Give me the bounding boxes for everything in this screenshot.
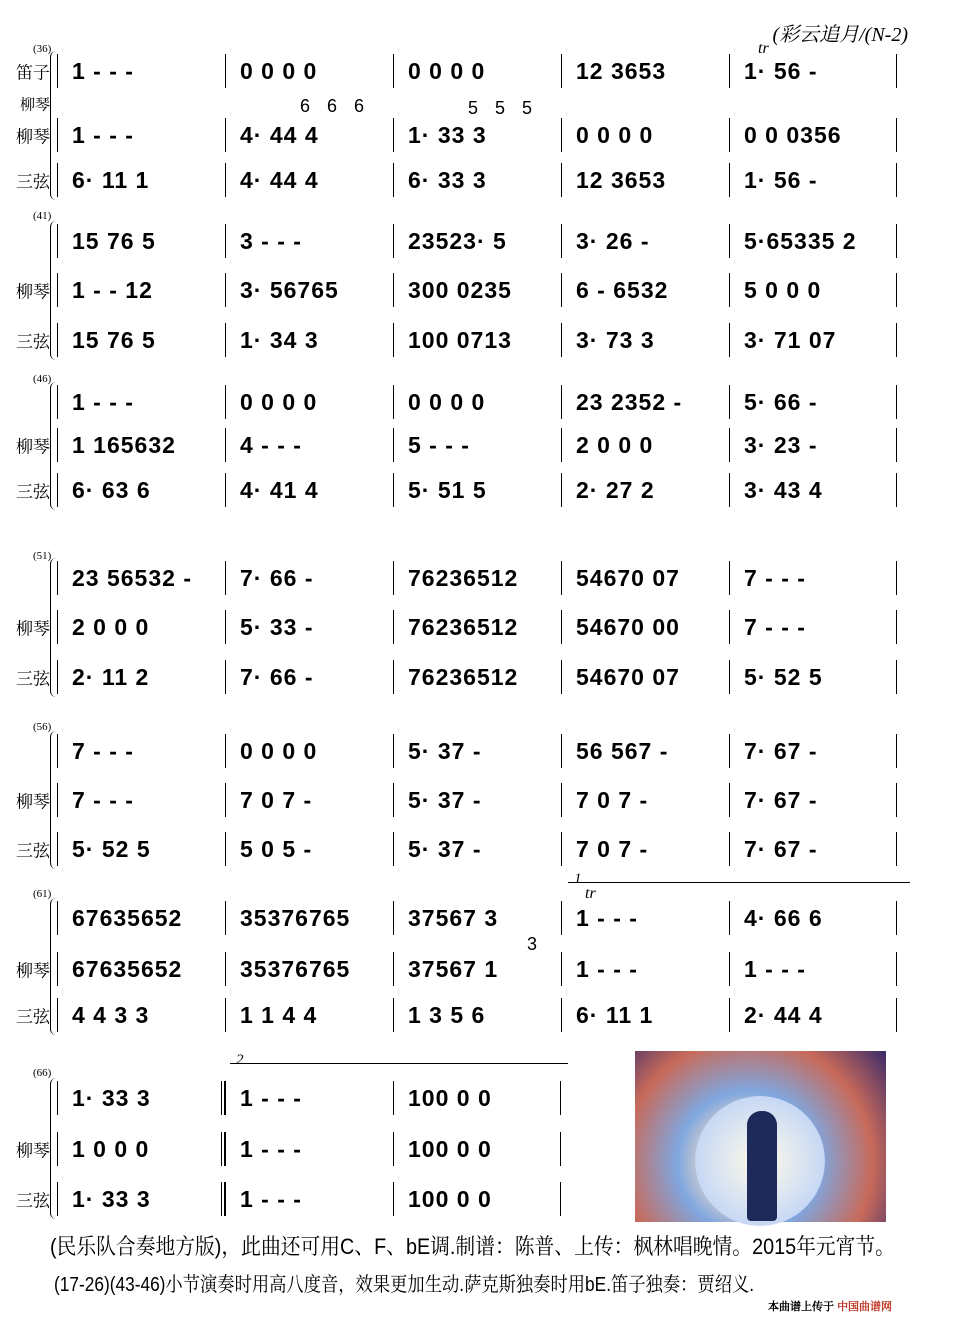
measure: 5 0 0 0 <box>729 273 897 307</box>
staff-row <box>57 323 897 357</box>
measure: 3 - - - <box>225 224 393 258</box>
instrument-label: 三弦 <box>16 841 50 861</box>
measure: 1· 33 3 <box>57 1081 225 1115</box>
measure: 37567 3 <box>393 901 561 935</box>
measure: 4· 66 6 <box>729 901 897 935</box>
staff-row <box>57 1081 561 1115</box>
staff-row <box>57 734 897 768</box>
measure: 5· 37 - <box>393 734 561 768</box>
credit-prefix: 本曲谱上传于 <box>768 1301 834 1313</box>
upload-credit <box>768 1298 892 1314</box>
measure: 0 0 0 0 <box>393 54 561 88</box>
measure-number: (66) <box>33 1067 52 1079</box>
instrument-label: 柳琴 <box>16 619 50 639</box>
instrument-label: 柳琴 <box>16 1141 50 1161</box>
staff-row <box>57 998 897 1032</box>
measure: 6· 11 1 <box>561 998 729 1032</box>
instrument-label: 柳琴 <box>19 96 50 114</box>
measure: 35376765 <box>225 952 393 986</box>
staff-row <box>57 1132 561 1166</box>
instrument-label: 柳琴 <box>16 127 50 147</box>
instrument-label: 三弦 <box>16 669 50 689</box>
chord-notes: 6 6 6 <box>300 96 371 116</box>
measure: 7· 67 - <box>729 832 897 866</box>
measure: 2 0 0 0 <box>561 428 729 462</box>
measure: 3· 56765 <box>225 273 393 307</box>
measure: 100 0 0 <box>393 1081 561 1115</box>
chord-notes: 5 5 5 <box>468 98 539 118</box>
footer-note-2: (17-26)(43-46)小节演奏时用高八度音，效果更加生动.萨克斯独奏时用bE.笛子独奏：贾绍义. <box>54 1274 755 1296</box>
footer-note-1: (民乐队合奏地方版)，此曲还可用C、F、bE调.制谱：陈普、上传：枫林唱晚情。2015年元宵节。 <box>50 1234 895 1259</box>
staff-row <box>57 224 897 258</box>
measure: 67635652 <box>57 901 225 935</box>
measure: 76236512 <box>393 610 561 644</box>
volta-bracket <box>230 1052 568 1074</box>
measure: 2 0 0 0 <box>57 610 225 644</box>
system-brace <box>50 51 56 200</box>
system-brace <box>50 221 56 360</box>
instrument-label: 三弦 <box>16 1191 50 1211</box>
instrument-label: 三弦 <box>16 172 50 192</box>
measure: 0 0 0 0 <box>225 385 393 419</box>
measure: 1 - - - <box>225 1182 393 1216</box>
measure: 1 - - - <box>561 901 729 935</box>
volta-bracket <box>568 871 910 893</box>
measure: 4 4 3 3 <box>57 998 225 1032</box>
measure: 3· 71 07 <box>729 323 897 357</box>
measure: 0 0 0 0 <box>225 54 393 88</box>
score-title: (彩云追月/(N-2) <box>772 24 908 46</box>
staff-row <box>57 473 897 507</box>
measure: 54670 00 <box>561 610 729 644</box>
measure: 67635652 <box>57 952 225 986</box>
measure: 2· 44 4 <box>729 998 897 1032</box>
credit-site-logo[interactable]: 中国曲谱网 <box>837 1301 893 1313</box>
instrument-label: 柳琴 <box>16 437 50 457</box>
measure: 5 0 5 - <box>225 832 393 866</box>
measure: 300 0235 <box>393 273 561 307</box>
measure: 1· 56 - <box>729 163 897 197</box>
trill-mark: tr <box>585 885 596 902</box>
measure: 1· 56 - <box>729 54 897 88</box>
measure: 5 - - - <box>393 428 561 462</box>
measure: 15 76 5 <box>57 323 225 357</box>
measure: 100 0713 <box>393 323 561 357</box>
measure: 6· 63 6 <box>57 473 225 507</box>
volta-number: 1 <box>574 871 582 887</box>
measure: 23 56532 - <box>57 561 225 595</box>
measure: 1 - - - <box>729 952 897 986</box>
trill-mark: tr <box>758 40 769 57</box>
measure: 23523· 5 <box>393 224 561 258</box>
instrument-label: 柳琴 <box>16 282 50 302</box>
staff-row <box>57 610 897 644</box>
staff-row <box>57 1182 561 1216</box>
measure: 56 567 - <box>561 734 729 768</box>
measure: 5· 66 - <box>729 385 897 419</box>
measure: 7 0 7 - <box>561 832 729 866</box>
measure: 3· 26 - <box>561 224 729 258</box>
measure: 0 0 0 0 <box>393 385 561 419</box>
measure: 76236512 <box>393 660 561 694</box>
measure: 3· 73 3 <box>561 323 729 357</box>
instrument-label: 三弦 <box>16 482 50 502</box>
measure-number: (56) <box>33 721 52 733</box>
measure: 4 - - - <box>225 428 393 462</box>
measure-number: (61) <box>33 888 52 900</box>
measure: 100 0 0 <box>393 1182 561 1216</box>
measure: 1 0 0 0 <box>57 1132 225 1166</box>
measure: 1 - - 12 <box>57 273 225 307</box>
measure: 2· 27 2 <box>561 473 729 507</box>
measure: 1 3 5 6 <box>393 998 561 1032</box>
chord-notes: 3 <box>527 934 544 954</box>
measure-number: (46) <box>33 373 52 385</box>
measure: 5· 52 5 <box>57 832 225 866</box>
measure: 4· 44 4 <box>225 118 393 152</box>
system-brace <box>50 558 56 697</box>
measure: 7 - - - <box>729 561 897 595</box>
measure: 4· 41 4 <box>225 473 393 507</box>
measure: 1 - - - <box>57 54 225 88</box>
measure: 1 - - - <box>57 385 225 419</box>
measure: 7 - - - <box>57 734 225 768</box>
measure: 54670 07 <box>561 561 729 595</box>
measure: 1 - - - <box>225 1081 393 1115</box>
instrument-label: 柳琴 <box>16 792 50 812</box>
staff-row <box>57 385 897 419</box>
measure: 0 0 0 0 <box>225 734 393 768</box>
volta-number: 2 <box>236 1052 244 1068</box>
measure: 54670 07 <box>561 660 729 694</box>
measure: 4· 44 4 <box>225 163 393 197</box>
staff-row <box>57 783 897 817</box>
measure: 7 0 7 - <box>225 783 393 817</box>
measure: 12 3653 <box>561 163 729 197</box>
system-brace <box>50 1078 56 1219</box>
measure: 7· 67 - <box>729 734 897 768</box>
measure: 7 - - - <box>57 783 225 817</box>
instrument-label: 笛子 <box>16 63 50 83</box>
measure: 1 - - - <box>225 1132 393 1166</box>
measure: 1 165632 <box>57 428 225 462</box>
measure: 5· 51 5 <box>393 473 561 507</box>
measure: 5· 37 - <box>393 783 561 817</box>
measure: 7 - - - <box>729 610 897 644</box>
measure: 6 - 6532 <box>561 273 729 307</box>
measure: 35376765 <box>225 901 393 935</box>
measure: 5· 37 - <box>393 832 561 866</box>
measure: 1· 34 3 <box>225 323 393 357</box>
instrument-label: 柳琴 <box>16 961 50 981</box>
measure: 1· 33 3 <box>57 1182 225 1216</box>
flute-player-image <box>635 1051 886 1222</box>
staff-row <box>57 832 897 866</box>
measure: 7· 66 - <box>225 660 393 694</box>
measure: 7· 66 - <box>225 561 393 595</box>
system-brace <box>50 382 56 510</box>
measure: 76236512 <box>393 561 561 595</box>
measure-number: (41) <box>33 210 52 222</box>
measure: 1· 33 3 <box>393 118 561 152</box>
measure: 2· 11 2 <box>57 660 225 694</box>
measure-number: (36) <box>33 43 52 55</box>
measure: 7 0 7 - <box>561 783 729 817</box>
measure: 1 - - - <box>561 952 729 986</box>
measure: 23 2352 - <box>561 385 729 419</box>
system-brace <box>50 898 56 1035</box>
measure: 5· 52 5 <box>729 660 897 694</box>
staff-row <box>57 660 897 694</box>
staff-row <box>57 901 897 935</box>
measure: 0 0 0 0 <box>561 118 729 152</box>
measure: 5· 33 - <box>225 610 393 644</box>
measure: 1 1 4 4 <box>225 998 393 1032</box>
measure-number: (51) <box>33 550 52 562</box>
measure: 37567 1 <box>393 952 561 986</box>
measure: 7· 67 - <box>729 783 897 817</box>
staff-row <box>57 273 897 307</box>
measure: 6· 11 1 <box>57 163 225 197</box>
measure: 100 0 0 <box>393 1132 561 1166</box>
staff-row <box>57 428 897 462</box>
staff-row <box>57 118 897 152</box>
staff-row <box>57 54 897 88</box>
measure: 1 - - - <box>57 118 225 152</box>
measure: 3· 23 - <box>729 428 897 462</box>
instrument-label: 三弦 <box>16 332 50 352</box>
staff-row <box>57 952 897 986</box>
measure: 15 76 5 <box>57 224 225 258</box>
measure: 6· 33 3 <box>393 163 561 197</box>
staff-row <box>57 561 897 595</box>
measure: 12 3653 <box>561 54 729 88</box>
measure: 0 0 0356 <box>729 118 897 152</box>
staff-row <box>57 163 897 197</box>
measure: 3· 43 4 <box>729 473 897 507</box>
system-brace <box>50 731 56 869</box>
instrument-label: 三弦 <box>16 1007 50 1027</box>
measure: 5·65335 2 <box>729 224 897 258</box>
